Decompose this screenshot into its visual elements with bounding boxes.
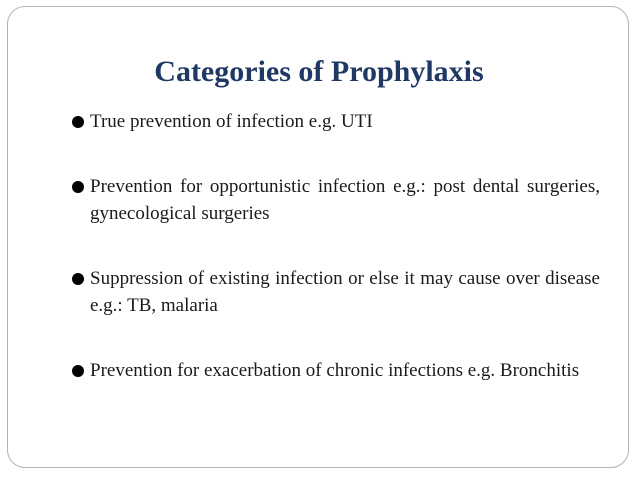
bullet-item-exacerbation: [72, 357, 600, 384]
bullet-dot-icon: [72, 365, 84, 377]
bullet-item-true-prevention: [72, 108, 600, 135]
bullet-list: [72, 108, 600, 384]
bullet-item-suppression: [72, 265, 600, 319]
bullet-text: True prevention of infection e.g. UTI: [90, 111, 373, 132]
slide-title: Categories of Prophylaxis: [154, 55, 484, 88]
bullet-dot-icon: [72, 181, 84, 193]
bullet-dot-icon: [72, 273, 84, 285]
bullet-dot-icon: [72, 116, 84, 128]
bullet-item-opportunistic-infection: [72, 173, 600, 227]
bullet-text: Suppression of existing infection or else it may cause over disease e.g.: TB, malaria: [90, 268, 600, 316]
bullet-text: Prevention for opportunistic infection e.g.: post dental surgeries, gynecological surgeries: [90, 176, 600, 224]
bullet-text: Prevention for exacerbation of chronic infections e.g. Bronchitis: [90, 360, 580, 381]
